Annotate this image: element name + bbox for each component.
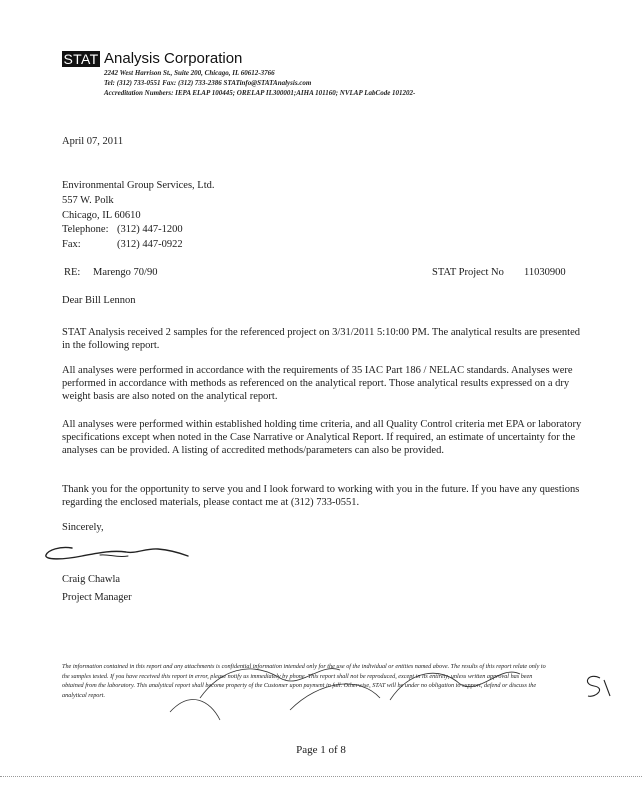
fax-label: Fax:	[62, 239, 81, 250]
telephone-label: Telephone:	[62, 224, 109, 235]
accreditation-numbers: Accreditation Numbers: IEPA ELAP 100445; ORELAP IL300001;AIHA 101160; NVLAP LabCode 101202-	[104, 89, 416, 97]
salutation: Dear Bill Lennon	[62, 295, 136, 306]
recipient-city: Chicago, IL 60610	[62, 210, 141, 221]
signer-name: Craig Chawla	[62, 574, 121, 585]
project-number: 11030900	[524, 267, 566, 278]
paragraph-receipt: STAT Analysis received 2 samples for the referenced project on 3/31/2011 5:10:00 PM. The analytical results are presented in the following report.	[62, 327, 580, 351]
company-address: 2242 West Harrison St., Suite 200, Chicago, IL 60612-3766	[104, 69, 275, 77]
signer-title: Project Manager	[62, 592, 132, 603]
paragraph-quality-control: All analyses were performed within established holding time criteria, and all Quality Control criteria met EPA or laboratory specifications except when noted in the Case Narrative or Analytical Report. If required, an estimate of uncertainty for the analyses can be provided. A listing of accredited methods/parameters can also be provided.	[62, 419, 582, 456]
company-logo: STAT	[63, 51, 99, 67]
bottom-divider	[0, 776, 642, 779]
re-label: RE:	[64, 267, 81, 278]
fax-value: (312) 447-0922	[117, 239, 183, 250]
company-contact: Tel: (312) 733-0551 Fax: (312) 733-2386 STATinfo@STATAnalysis.com	[104, 79, 312, 87]
handwritten-markings	[60, 640, 620, 740]
telephone-value: (312) 447-1200	[117, 224, 183, 235]
recipient-company: Environmental Group Services, Ltd.	[62, 180, 215, 191]
closing: Sincerely,	[62, 522, 104, 533]
re-value: Marengo 70/90	[93, 267, 158, 278]
page-number: Page 1 of 8	[296, 744, 346, 756]
confidentiality-notice: The information contained in this report and any attachments is confidential information intended only for the use of the individual or entities named above. The results of this report relate only to the samples tested. If you have received this report in error, please notify us immediately by phone. This report shall not be reproduced, except in its entirety, unless written approval has been obtained from the laboratory. This analytical report shall become property of the Customer upon payment in full. Otherwise, STAT will be under no obligation to support, defend or discuss the analytical report.	[62, 663, 546, 699]
signature-image	[40, 536, 200, 568]
company-name: Analysis Corporation	[104, 50, 243, 67]
recipient-street: 557 W. Polk	[62, 195, 114, 206]
paragraph-standards: All analyses were performed in accordance with the requirements of 35 IAC Part 186 / NELAC standards. Analyses were performed in accordance with methods as referenced on the analytical report. Those analytical results expressed on a dry weight basis are also noted on the analytical report.	[62, 365, 573, 402]
letter-date: April 07, 2011	[62, 136, 124, 147]
project-label: STAT Project No	[432, 267, 504, 278]
paragraph-thanks: Thank you for the opportunity to serve you and I look forward to working with you in the future. If you have any questions regarding the enclosed materials, please contact me at (312) 733-0551.	[62, 484, 580, 508]
